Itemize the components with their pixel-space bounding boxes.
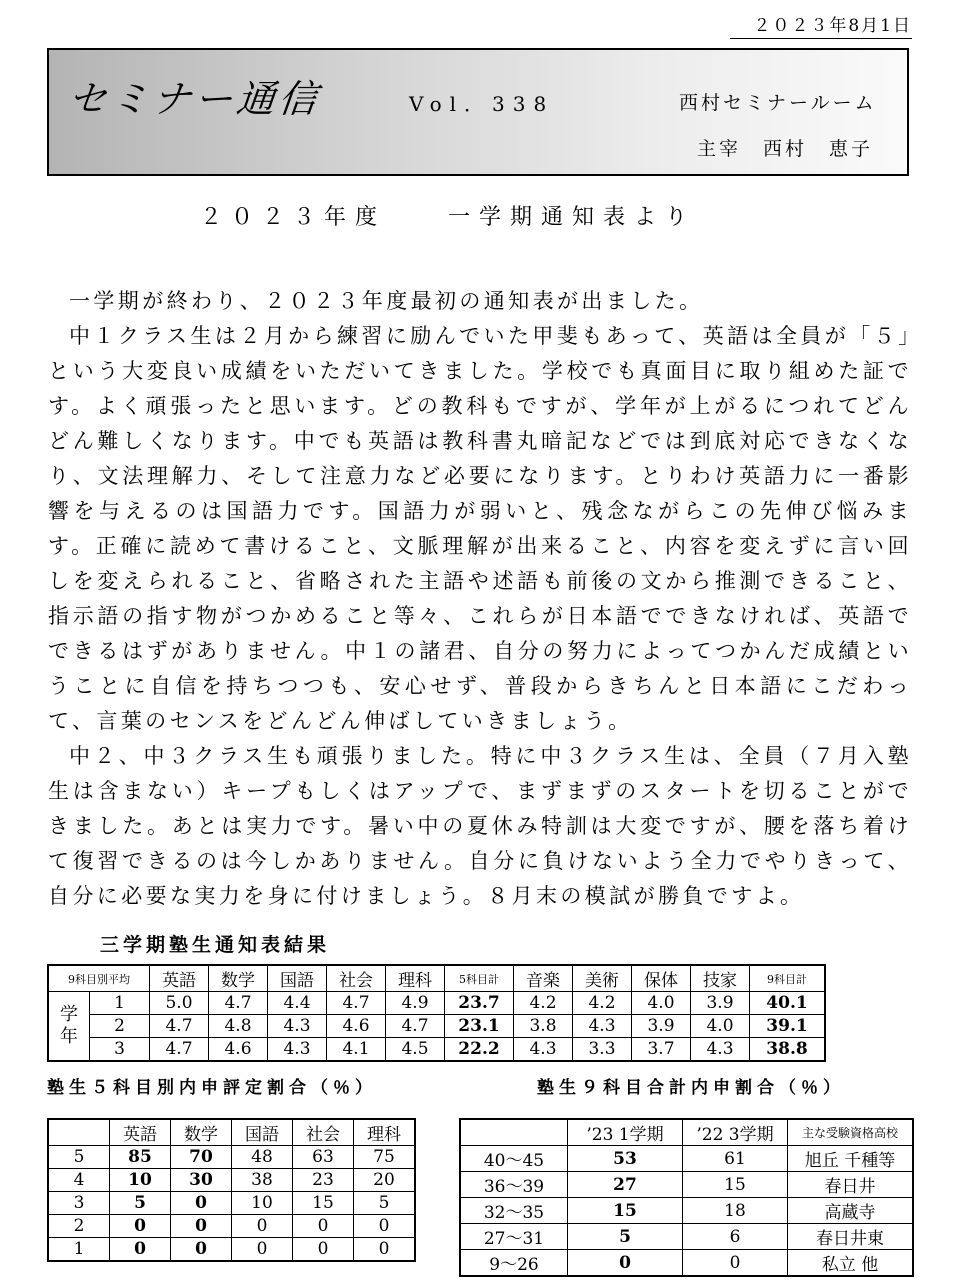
value-cell: 4.3 xyxy=(691,1038,750,1062)
value-cell: 0 xyxy=(110,1238,171,1262)
total-cell: 23.7 xyxy=(445,992,514,1015)
table-row xyxy=(48,1192,415,1215)
value-cell: 3.3 xyxy=(573,1038,632,1062)
value-cell: 4.2 xyxy=(573,992,632,1015)
range-cell: 36～39 xyxy=(460,1172,568,1198)
range-cell: 32～35 xyxy=(460,1198,568,1224)
value-cell: 27 xyxy=(568,1172,683,1198)
value-cell: 4.6 xyxy=(327,1015,386,1038)
grade-averages-table xyxy=(47,964,826,1062)
col-header: 社会 xyxy=(293,1119,354,1146)
col-header: 9科目計 xyxy=(750,965,826,992)
total-cell: 22.2 xyxy=(445,1038,514,1062)
subject-ratio-table xyxy=(47,1118,416,1262)
total-ratio-caption: 塾生９科目合計内申割合（％） xyxy=(537,1078,845,1098)
value-cell: 4.9 xyxy=(386,992,445,1015)
editor-name: 主宰 西村 恵子 xyxy=(697,138,874,160)
score-cell: 3 xyxy=(48,1192,110,1215)
col-header: ’22 3学期 xyxy=(683,1119,788,1146)
value-cell: 3.9 xyxy=(691,992,750,1015)
newsletter-header xyxy=(47,48,909,176)
newsletter-title: セミナー通信 xyxy=(66,77,323,121)
grade-label xyxy=(48,992,90,1062)
value-cell: 4.5 xyxy=(386,1038,445,1062)
value-cell: 4.0 xyxy=(632,992,691,1015)
col-header: 主な受験資格高校 xyxy=(788,1119,914,1146)
value-cell: 15 xyxy=(683,1172,788,1198)
value-cell: 4.1 xyxy=(327,1038,386,1062)
value-cell: 4.3 xyxy=(573,1015,632,1038)
paragraph: 中１クラス生は２月から練習に励んでいた甲斐もあって、英語は全員が「５」という大変良い成績をいただいてきました。学校でも真面目に取り組めた証です。よく頑張ったと思います。どの教科もですが、学年が上がるにつれてどんどん難しくなります。中でも英語は教科書丸暗記などでは到底対応できなくなり、文法理解力、そして注意力など必要になります。とりわけ英語力に一番影響を与えるのは国語力です。国語力が弱いと、残念ながらこの先伸び悩みます。正確に読めて書けること、文脈理解が出来ること、内容を変えずに言い回しを変えられること、省略された主語や述語も前後の文から推測できること、指示語の指す物がつかめること等々、これらが日本語でできなければ、英語でできるはずがありません。中１の諸君、自分の努力によってつかんだ成績ということに自信を持ちつつも、安心せず、普段からきちんと日本語にこだわって、言葉のセンスをどんどん伸ばしていきましょう。 xyxy=(48,324,912,733)
col-header: 英語 xyxy=(110,1119,171,1146)
value-cell: 0 xyxy=(171,1215,232,1238)
score-cell: 5 xyxy=(48,1146,110,1169)
results-section-title: 三学期塾生通知表結果 xyxy=(100,934,331,956)
col-header: 国語 xyxy=(268,965,327,992)
value-cell: 63 xyxy=(293,1146,354,1169)
table-row xyxy=(460,1146,913,1172)
value-cell: 0 xyxy=(354,1215,416,1238)
grade-cell: 1 xyxy=(90,992,150,1015)
school-cell: 旭丘 千種等 xyxy=(788,1146,914,1172)
school-cell: 春日井東 xyxy=(788,1224,914,1250)
value-cell: 4.3 xyxy=(268,1038,327,1062)
value-cell: 3.9 xyxy=(632,1015,691,1038)
col-header: 社会 xyxy=(327,965,386,992)
score-cell: 2 xyxy=(48,1215,110,1238)
school-cell: 春日井 xyxy=(788,1172,914,1198)
col-header: 美術 xyxy=(573,965,632,992)
col-header: 数学 xyxy=(171,1119,232,1146)
table-row xyxy=(48,1215,415,1238)
total-ratio-table xyxy=(459,1118,914,1277)
value-cell: 75 xyxy=(354,1146,416,1169)
table-row xyxy=(48,1238,415,1262)
value-cell: 0 xyxy=(232,1215,293,1238)
article-body xyxy=(48,284,912,914)
value-cell: 4.7 xyxy=(327,992,386,1015)
value-cell: 23 xyxy=(293,1169,354,1192)
value-cell: 0 xyxy=(293,1215,354,1238)
total-cell: 40.1 xyxy=(750,992,826,1015)
col-header: 理科 xyxy=(386,965,445,992)
value-cell: 0 xyxy=(683,1250,788,1277)
col-header: 英語 xyxy=(150,965,209,992)
value-cell: 15 xyxy=(293,1192,354,1215)
school-cell: 私立 他 xyxy=(788,1250,914,1277)
value-cell: 4.8 xyxy=(209,1015,268,1038)
col-header: ’23 1学期 xyxy=(568,1119,683,1146)
table-row xyxy=(48,1169,415,1192)
table-row xyxy=(460,1250,913,1277)
value-cell: 15 xyxy=(568,1198,683,1224)
organization-name: 西村セミナールーム xyxy=(679,92,877,114)
value-cell: 4.4 xyxy=(268,992,327,1015)
value-cell: 4.7 xyxy=(150,1038,209,1062)
value-cell: 0 xyxy=(171,1192,232,1215)
value-cell: 70 xyxy=(171,1146,232,1169)
table-row xyxy=(460,1224,913,1250)
col-header: 保体 xyxy=(632,965,691,992)
table-row xyxy=(48,1038,825,1062)
value-cell: 10 xyxy=(232,1192,293,1215)
value-cell: 0 xyxy=(232,1238,293,1262)
value-cell: 0 xyxy=(568,1250,683,1277)
value-cell: 10 xyxy=(110,1169,171,1192)
value-cell: 3.8 xyxy=(514,1015,573,1038)
value-cell: 0 xyxy=(354,1238,416,1262)
table-header-row xyxy=(48,1119,415,1146)
volume-number: Vol．338 xyxy=(409,92,555,116)
value-cell: 4.6 xyxy=(209,1038,268,1062)
grade-cell: 3 xyxy=(90,1038,150,1062)
col-header: 数学 xyxy=(209,965,268,992)
range-cell: 40～45 xyxy=(460,1146,568,1172)
value-cell: 20 xyxy=(354,1169,416,1192)
col-header: 技家 xyxy=(691,965,750,992)
score-cell: 1 xyxy=(48,1238,110,1262)
value-cell: 5.0 xyxy=(150,992,209,1015)
value-cell: 4.7 xyxy=(150,1015,209,1038)
school-cell: 高蔵寺 xyxy=(788,1198,914,1224)
col-header: 音楽 xyxy=(514,965,573,992)
score-cell: 4 xyxy=(48,1169,110,1192)
value-cell: 38 xyxy=(232,1169,293,1192)
value-cell: 0 xyxy=(171,1238,232,1262)
value-cell: 4.7 xyxy=(386,1015,445,1038)
total-cell: 39.1 xyxy=(750,1015,826,1038)
value-cell: 0 xyxy=(293,1238,354,1262)
total-cell: 23.1 xyxy=(445,1015,514,1038)
table-row xyxy=(48,992,825,1015)
value-cell: 5 xyxy=(354,1192,416,1215)
value-cell: 4.3 xyxy=(514,1038,573,1062)
value-cell: 53 xyxy=(568,1146,683,1172)
value-cell: 0 xyxy=(110,1215,171,1238)
issue-date: ２０２３年8月1日 xyxy=(730,14,912,39)
table-row xyxy=(460,1198,913,1224)
value-cell: 4.2 xyxy=(514,992,573,1015)
paragraph: 中２、中３クラス生も頑張りました。特に中３クラス生は、全員（７月入塾生は含まない）キープもしくはアップで、まずまずのスタートを切ることができました。あとは実力です。暑い中の夏休み特訓は大変ですが、腰を落ち着けて復習できるのは今しかありません。自分に負けないよう全力でやりきって、自分に必要な実力を身に付けましょう。８月末の模試が勝負ですよ。 xyxy=(48,744,912,908)
article-title: ２０２３年度 一学期通知表より xyxy=(200,205,697,230)
value-cell: 4.0 xyxy=(691,1015,750,1038)
paragraph: 一学期が終わり、２０２３年度最初の通知表が出ました。 xyxy=(69,289,704,313)
total-cell: 38.8 xyxy=(750,1038,826,1062)
value-cell: 18 xyxy=(683,1198,788,1224)
corner-header xyxy=(460,1119,568,1146)
value-cell: 48 xyxy=(232,1146,293,1169)
col-header: 国語 xyxy=(232,1119,293,1146)
table-header-row xyxy=(48,965,825,992)
corner-header xyxy=(48,1119,110,1146)
range-cell: 9～26 xyxy=(460,1250,568,1277)
subject-ratio-caption: 塾生５科目別内申評定割合（％） xyxy=(47,1078,377,1098)
col-header: 5科目計 xyxy=(445,965,514,992)
value-cell: 6 xyxy=(683,1224,788,1250)
value-cell: 5 xyxy=(568,1224,683,1250)
value-cell: 5 xyxy=(110,1192,171,1215)
value-cell: 4.3 xyxy=(268,1015,327,1038)
table-row xyxy=(48,1015,825,1038)
grade-cell: 2 xyxy=(90,1015,150,1038)
table-row xyxy=(48,1146,415,1169)
value-cell: 3.7 xyxy=(632,1038,691,1062)
value-cell: 85 xyxy=(110,1146,171,1169)
value-cell: 4.7 xyxy=(209,992,268,1015)
col-header: 理科 xyxy=(354,1119,416,1146)
table-header-row xyxy=(460,1119,913,1146)
value-cell: 61 xyxy=(683,1146,788,1172)
grade-label-text: 学年 xyxy=(60,1004,78,1047)
value-cell: 30 xyxy=(171,1169,232,1192)
range-cell: 27～31 xyxy=(460,1224,568,1250)
table-row xyxy=(460,1172,913,1198)
corner-header: 9科目別平均 xyxy=(48,965,150,992)
